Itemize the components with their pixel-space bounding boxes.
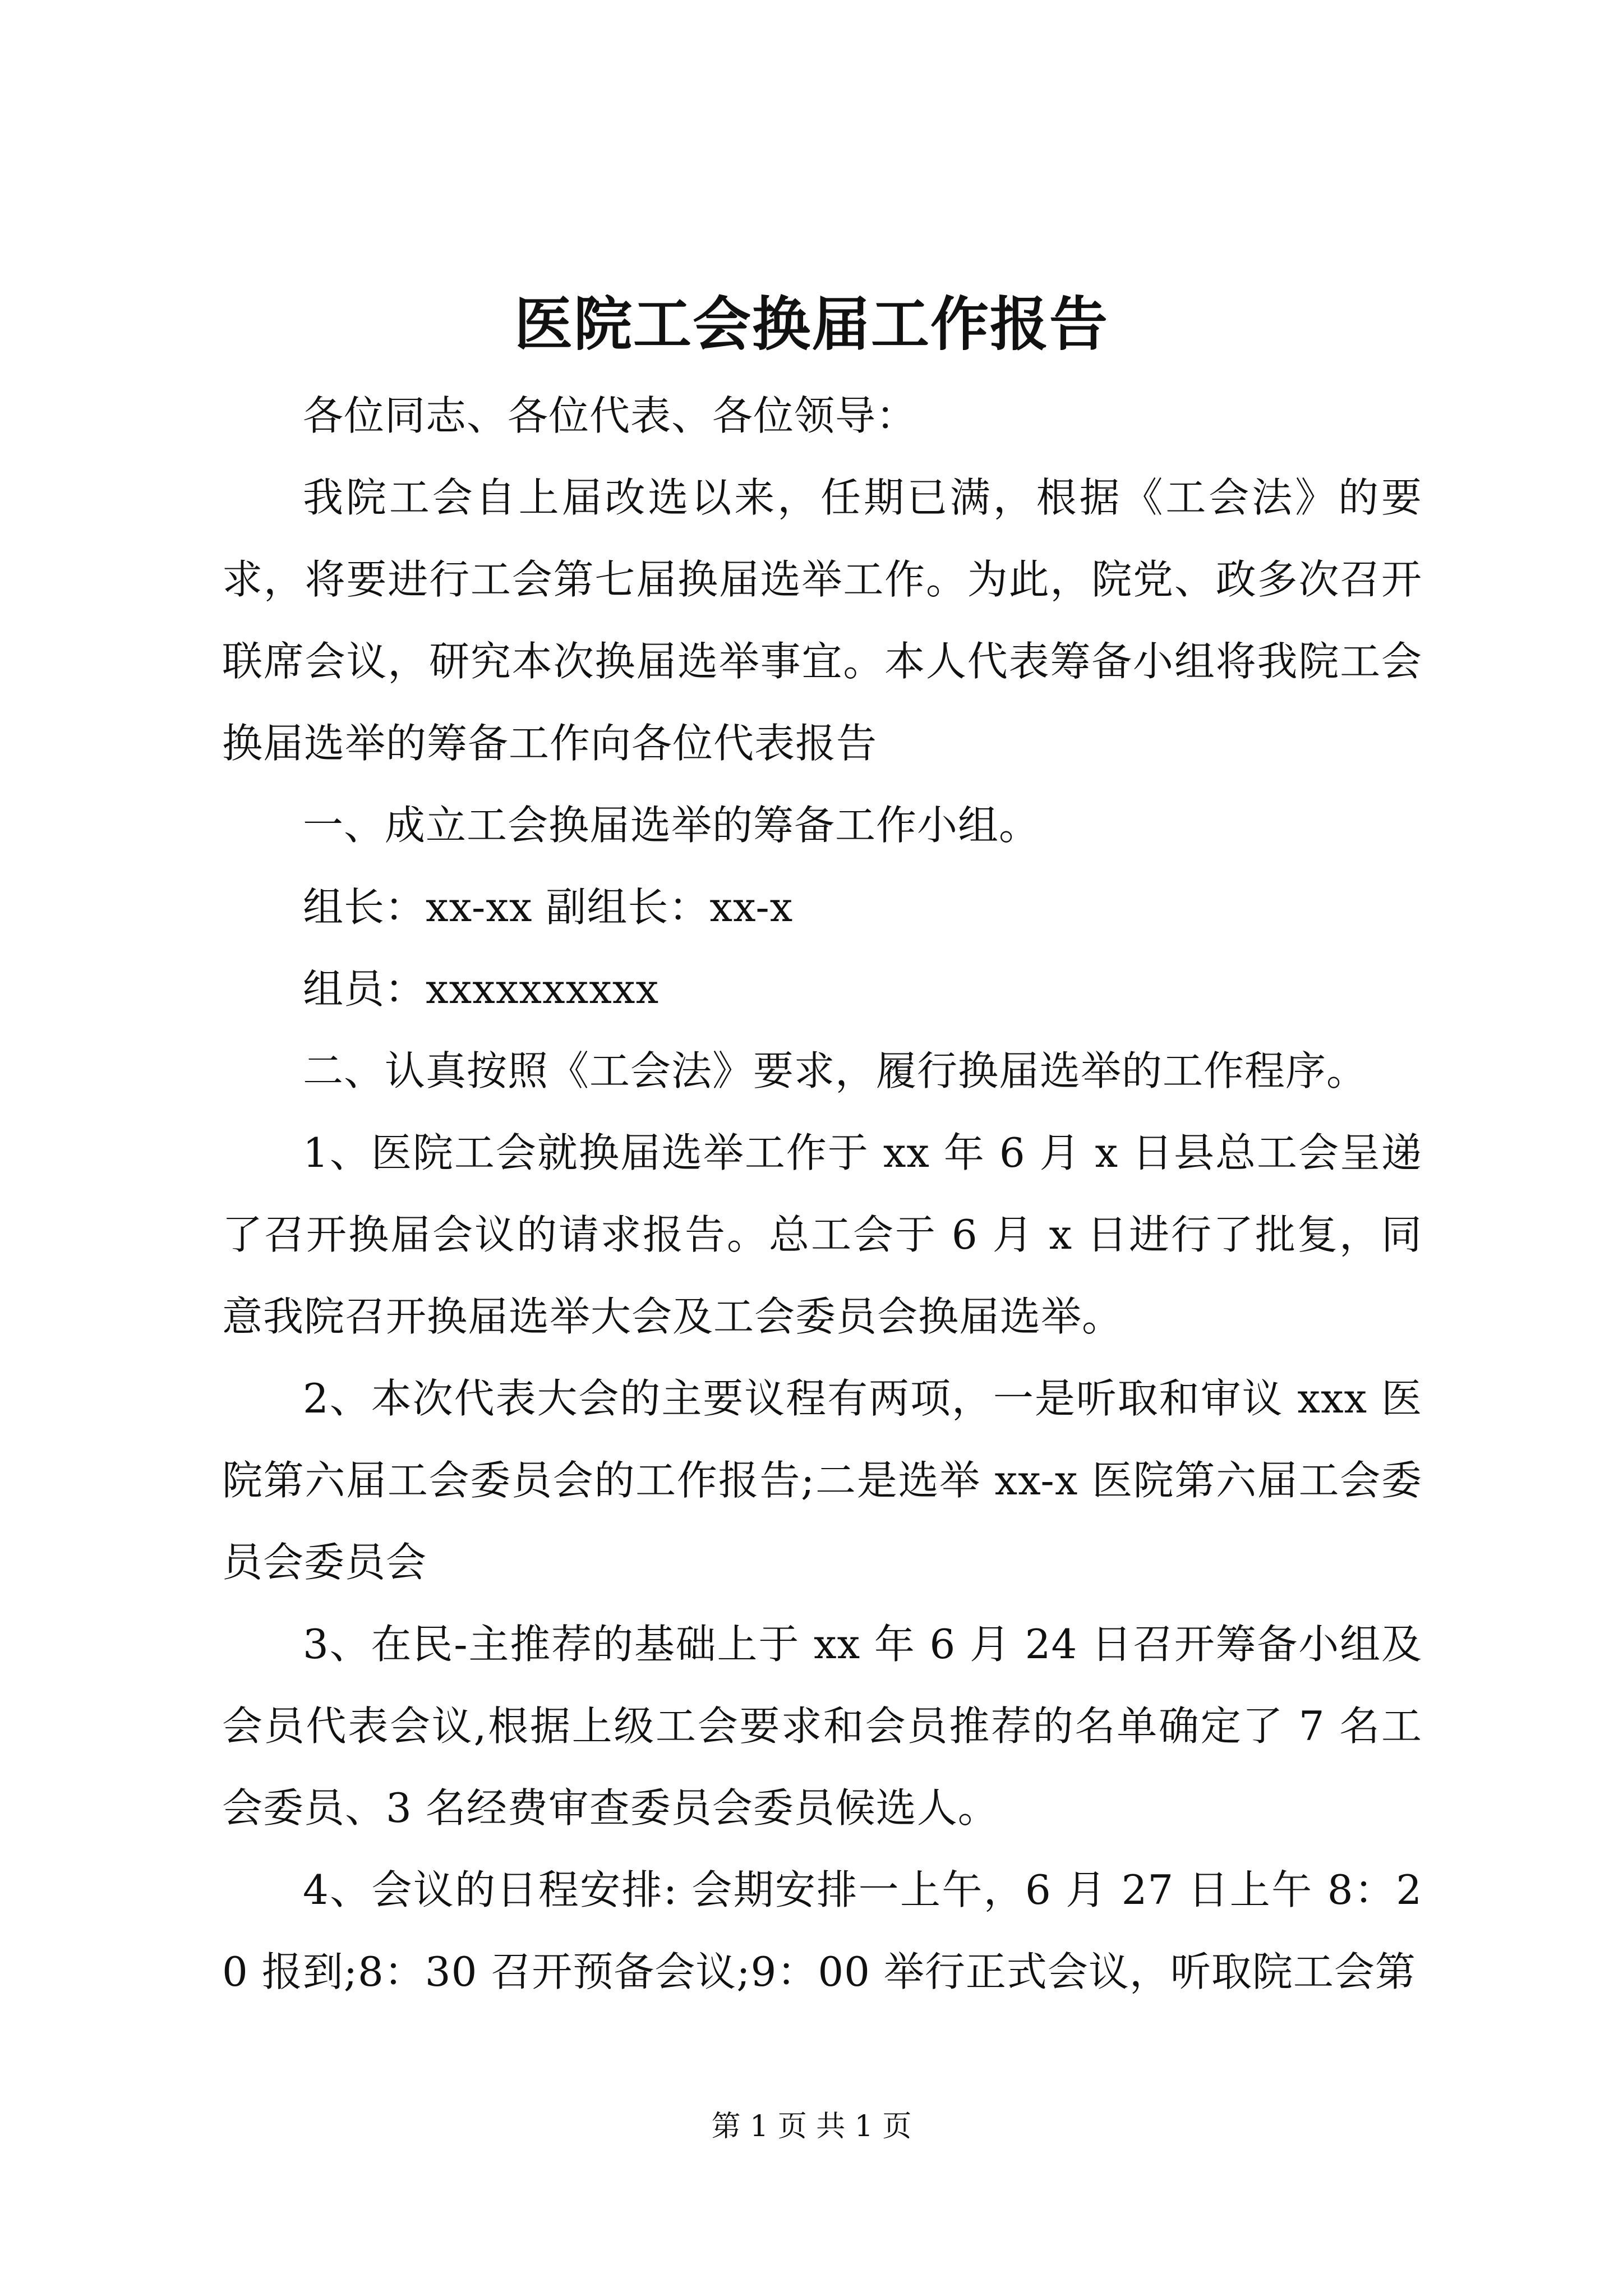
- paragraph-salutation: 各位同志、各位代表、各位领导：: [303, 392, 917, 439]
- paragraph-item-4: 4、会议的日程安排: 会期安排一上午，6 月 27 日上午 8：20 报到;8：30 召开预备会议;9：00 举行正式会议，听取院工会第: [222, 1866, 1422, 1995]
- paragraph-item-2: 2、本次代表大会的主要议程有两项，一是听取和审议 xxx 医院第六届工会委员会的工作报告;二是选举 xx-x 医院第六届工会委员会委员会: [222, 1375, 1422, 1586]
- paragraph-item-3: 3、在民-主推荐的基础上于 xx 年 6 月 24 日召开筹备小组及会员代表会议,根据上级工会要求和会员推荐的名单确定了 7 名工会委员、3 名经费审查委员会委员候选人。: [222, 1621, 1422, 1832]
- paragraph-intro: 我院工会自上届改选以来，任期已满，根据《工会法》的要求，将要进行工会第七届换届选举工作。为此，院党、政多次召开联席会议，研究本次换届选举事宜。本人代表筹备小组将我院工会换届选举的筹备工作向各位代表报告: [222, 474, 1422, 767]
- page-footer: 第 1 页 共 1 页: [711, 2110, 912, 2143]
- document-title: 医院工会换届工作报告: [514, 289, 1109, 358]
- paragraph-item-1: 1、医院工会就换届选举工作于 xx 年 6 月 x 日县总工会呈递了召开换届会议的请求报告。总工会于 6 月 x 日进行了批复，同意我院召开换届选举大会及工会委员会换届选举。: [222, 1129, 1422, 1340]
- paragraph-group-members: 组员：xxxxxxxxxx: [303, 965, 660, 1013]
- paragraph-group-leaders: 组长：xx-xx 副组长：xx-x: [303, 884, 794, 931]
- section-heading-2: 二、认真按照《工会法》要求，履行换届选举的工作程序。: [303, 1047, 1368, 1094]
- section-heading-1: 一、成立工会换届选举的筹备工作小组。: [303, 802, 1040, 849]
- document-body: [222, 375, 1422, 2013]
